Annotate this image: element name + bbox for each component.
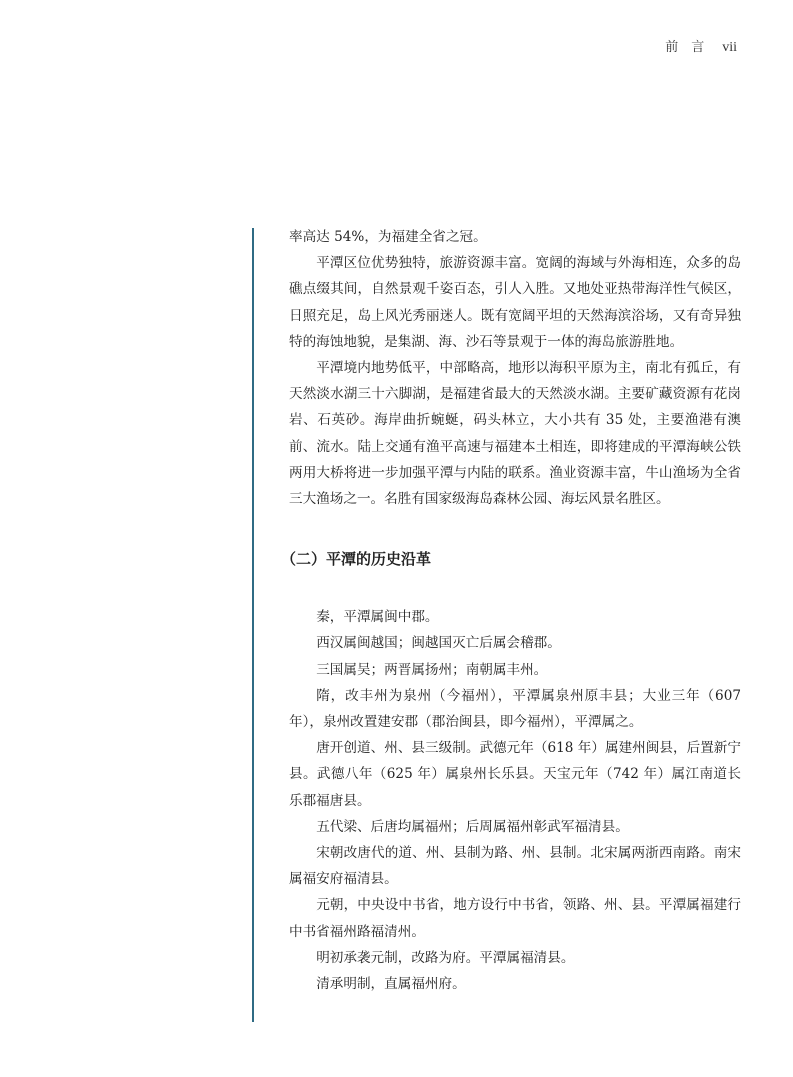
margin-rule (252, 228, 254, 1022)
paragraph: 元朝，中央设中书省，地方设行中书省，领路、州、县。平潭属福建行中书省福州路福清州。 (289, 897, 741, 940)
paragraph: 秦，平潭属闽中郡。 (316, 609, 439, 626)
section-title: 前 言 (665, 40, 705, 55)
paragraph: 隋，改丰州为泉州（今福州），平潭属泉州原丰县；大业三年（607 年），泉州改置建安郡（郡治闽县，即今福州），平潭属之。 (289, 687, 741, 731)
section-heading: （二）平潭的历史沿革 (281, 550, 432, 569)
paragraph: 宋朝改唐代的道、州、县制为路、州、县制。北宋属两浙西南路。南宋属福安府福清县。 (289, 845, 741, 888)
paragraph: 清承明制，直属福州府。 (316, 976, 466, 993)
body-text (281, 224, 741, 997)
paragraph: 三国属吴；两晋属扬州；南朝属丰州。 (316, 661, 548, 678)
paragraph: 平潭境内地势低平，中部略高，地形以海积平原为主，南北有孤丘，有天然淡水湖三十六脚湖，是福建省最大的天然淡水湖。主要矿藏资源有花岗岩、石英砂。海岸曲折蜿蜒，码头林立，大小共有 35 处，主要渔港有澳前、流水。陆上交通有渔平高速与福建本土相连，即将建成的平潭海峡公铁两用大桥将进一步加强平潭与内陆的联系。渔业资源丰富，牛山渔场为全省三大渔场之一。名胜有国家级海岛森林公园、海坛风景名胜区。 (289, 360, 741, 508)
paragraph: 五代梁、后唐均属福州；后周属福州彰武军福清县。 (316, 818, 629, 835)
paragraph: 明初承袭元制，改路为府。平潭属福清县。 (316, 949, 575, 966)
page-number: vii (722, 40, 737, 55)
running-header (665, 36, 737, 56)
paragraph: 平潭区位优势独特，旅游资源丰富。宽阔的海域与外海相连，众多的岛礁点缀其间，自然景观千姿百态，引人入胜。又地处亚热带海洋性气候区，日照充足，岛上风光秀丽迷人。既有宽阔平坦的天然海滨浴场，又有奇异独特的海蚀地貌，是集湖、海、沙石等景观于一体的海岛旅游胜地。 (289, 255, 741, 350)
paragraph: 西汉属闽越国；闽越国灭亡后属会稽郡。 (316, 635, 561, 652)
paragraph: 唐开创道、州、县三级制。武德元年（618 年）属建州闽县，后置新宁县。武德八年（625 年）属泉州长乐县。天宝元年（742 年）属江南道长乐郡福唐县。 (289, 740, 741, 809)
paragraph: 率高达 54%，为福建全省之冠。 (289, 229, 487, 245)
